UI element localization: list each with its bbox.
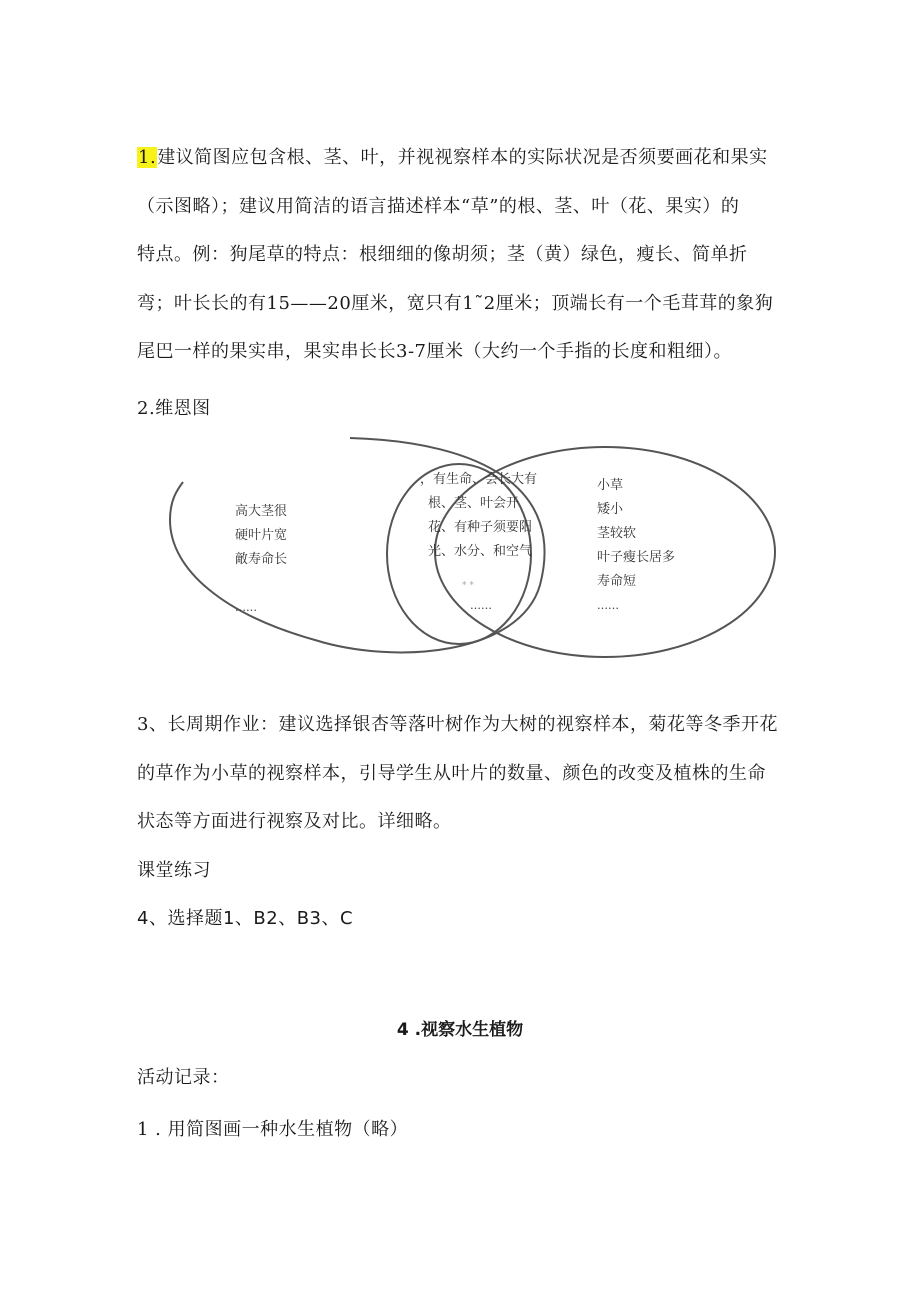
venn-heading: 2.维恩图 (137, 398, 211, 419)
venn-left-line: 高大茎很 (235, 504, 288, 519)
section-4-title: 4 .视察水生植物 (396, 1020, 524, 1040)
venn-left-text (235, 500, 287, 620)
venn-middle-line: 光、水分、和空气 (428, 544, 533, 559)
venn-right-line: 茎较软 (597, 526, 637, 541)
paragraph-1-line-2: （示图略）；建议用简洁的语言描述样本“草”的根、茎、叶（花、果实）的 (137, 196, 740, 217)
activity-item-1: 1 . 用简图画一种水生植物（略） (137, 1119, 409, 1140)
venn-left-line: 硬叶片宽 (235, 528, 288, 543)
paragraph-3-line-3: 状态等方面进行视察及对比。详细略。 (137, 811, 452, 832)
venn-middle-text (420, 468, 537, 614)
paragraph-1-line-5: 尾巴一样的果实串，果实串长长3-7厘米（大约一个手指的长度和粗细）。 (137, 341, 732, 362)
venn-middle-line: 花、有种子须要阳 (428, 520, 533, 535)
venn-middle-stars: * * (462, 581, 474, 591)
activity-record-label: 活动记录： (137, 1067, 230, 1088)
paragraph-1-line-3: 特点。例：狗尾草的特点：根细细的像胡须；茎（黄）绿色，瘦长、简单折 (137, 244, 748, 265)
venn-right-line: 叶子瘦长居多 (597, 550, 676, 565)
paragraph-text: 建议简图应包含根、茎、叶，并视视察样本的实际状况是否须要画花和果实 (157, 147, 768, 168)
practice-heading: 课堂练习 (137, 860, 211, 881)
venn-right-text (597, 474, 675, 618)
practice-answer: 4、选择题1、B2、B3、C (137, 908, 354, 929)
paragraph-3-line-2: 的草作为小草的视察样本，引导学生从叶片的数量、颜色的改变及植株的生命 (137, 763, 766, 784)
venn-right-line: 小草 (597, 478, 624, 493)
venn-diagram (165, 430, 785, 670)
venn-right-dots: …… (597, 599, 619, 612)
venn-left-line: 敵寿命长 (235, 552, 288, 567)
venn-left-dots: …… (235, 601, 257, 614)
highlighted-number: 1. (138, 147, 157, 168)
paragraph-1-line-1 (137, 146, 787, 170)
paragraph-1-line-4: 弯；叶长长的有15——20厘米，宽只有1˜2厘米；顶端长有一个毛茸茸的象狗 (137, 293, 774, 314)
venn-middle-line: ，有生命、会长大有 (420, 472, 538, 487)
paragraph-3-line-1: 3、长周期作业：建议选择银杏等落叶树作为大树的视察样本，菊花等冬季开花 (137, 714, 778, 735)
venn-middle-dots: …… (470, 599, 492, 612)
venn-right-line: 矮小 (597, 502, 624, 517)
venn-right-line: 寿命短 (597, 574, 637, 589)
venn-middle-line: 根、茎、叶会开 (428, 496, 520, 511)
